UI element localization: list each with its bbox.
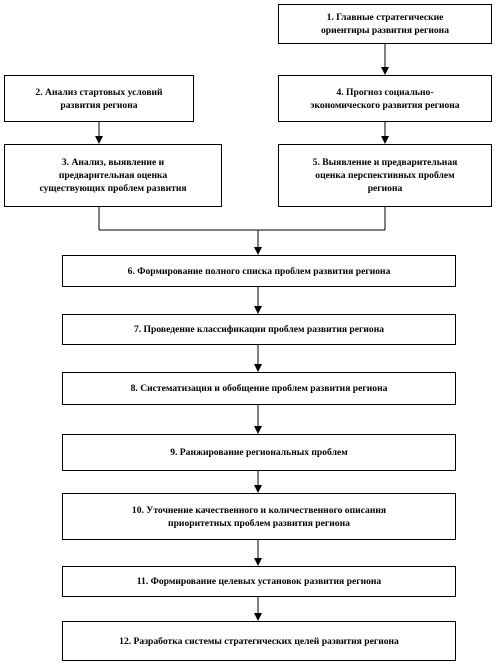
step-11-box: 11. Формирование целевых установок развития региона xyxy=(62,566,456,597)
step-1-box: 1. Главные стратегические ориентиры развития региона xyxy=(278,4,492,44)
step-4-box: 4. Прогноз социально- экономического развития региона xyxy=(278,75,492,122)
step-12-box: 12. Разработка системы стратегических целей развития региона xyxy=(62,621,456,661)
step-9-box: 9. Ранжирование региональных проблем xyxy=(62,434,456,471)
step-7-box: 7. Проведение классификации проблем развития региона xyxy=(62,314,456,345)
step-5-box: 5. Выявление и предварительная оценка перспективных проблем региона xyxy=(278,144,492,207)
step-10-box: 10. Уточнение качественного и количественного описания приоритетных проблем развития региона xyxy=(62,493,456,540)
step-8-box: 8. Систематизация и обобщение проблем развития региона xyxy=(62,372,456,405)
step-2-box: 2. Анализ стартовых условий развития региона xyxy=(4,75,194,122)
step-6-box: 6. Формирование полного списка проблем развития региона xyxy=(62,255,456,287)
step-3-box: 3. Анализ, выявление и предварительная оценка существующих проблем развития xyxy=(4,144,222,207)
